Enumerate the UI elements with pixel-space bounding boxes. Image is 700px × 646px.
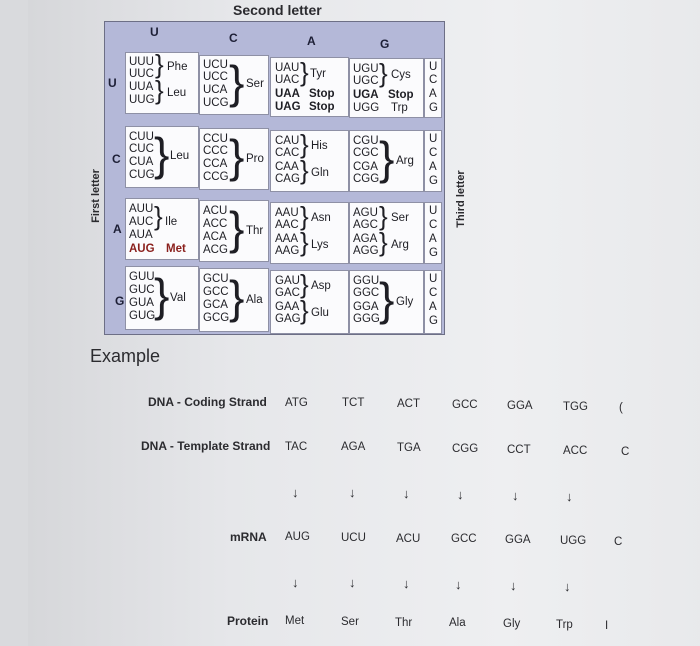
- codon-uac: UAC: [275, 74, 300, 86]
- column-header-u: U: [150, 25, 159, 39]
- codon-gau: GAU: [275, 275, 300, 287]
- codon: UGG: [560, 535, 587, 547]
- codon-cuu: CUU: [129, 131, 154, 143]
- amino-acid: Met: [285, 615, 305, 627]
- cell-gc: [199, 268, 269, 332]
- codon: ACC: [563, 445, 588, 457]
- cell-ag: [349, 202, 424, 264]
- down-arrow-icon: ↓: [403, 486, 410, 501]
- codon-cua: CUA: [129, 156, 154, 168]
- third-letter-cell: [424, 202, 442, 264]
- codon-gag: GAG: [275, 313, 301, 325]
- amino-acid-arg: Arg: [396, 155, 414, 167]
- column-header-c: C: [229, 31, 238, 45]
- codon-agc: AGC: [353, 219, 378, 231]
- brace: }: [300, 129, 309, 159]
- cell-gu: [125, 266, 199, 330]
- down-arrow-icon: ↓: [566, 489, 573, 504]
- column-header-a: A: [307, 34, 316, 48]
- amino-acid: Ala: [449, 617, 466, 629]
- brace: }: [300, 269, 309, 299]
- codon: TGG: [563, 401, 588, 413]
- down-arrow-icon: ↓: [455, 577, 462, 592]
- codon-gaa: GAA: [275, 301, 300, 313]
- codon-ggu: GGU: [353, 275, 380, 287]
- third-letter-c: C: [429, 147, 438, 159]
- cell-cu: [125, 126, 199, 188]
- brace: }: [379, 273, 395, 325]
- codon-cca: CCA: [203, 158, 228, 170]
- codon: AUG: [285, 531, 310, 543]
- codon-aag: AAG: [275, 245, 300, 257]
- codon-cgg: CGG: [353, 173, 380, 185]
- codon-uuc: UUC: [129, 68, 154, 80]
- codon-table: [104, 21, 445, 335]
- codon-aaa: AAA: [275, 233, 299, 245]
- cell-au: [125, 198, 199, 260]
- third-letter-label: Third letter: [455, 170, 467, 228]
- cell-aa: [270, 202, 349, 264]
- cell-cc: [199, 128, 269, 190]
- amino-acid-pro: Pro: [246, 153, 264, 165]
- codon-cga: CGA: [353, 161, 378, 173]
- codon-auu: AUU: [129, 203, 154, 215]
- codon: TAC: [285, 441, 308, 453]
- third-letter-g: G: [429, 175, 438, 187]
- example-heading: Example: [90, 346, 161, 366]
- amino-acid-gly: Gly: [396, 296, 414, 308]
- cell-ac: [199, 200, 269, 262]
- amino-acid-phe: Phe: [167, 61, 188, 73]
- brace: }: [300, 227, 309, 257]
- codon: GGA: [507, 400, 533, 412]
- amino-acid: Gly: [503, 618, 521, 630]
- amino-acid-arg: Arg: [391, 239, 409, 251]
- amino-acid-his: His: [311, 140, 328, 152]
- amino-acid-leu: Leu: [170, 150, 190, 162]
- codon: C: [621, 446, 630, 458]
- amino-acid-met: Met: [166, 243, 186, 255]
- codon-cgu: CGU: [353, 135, 379, 147]
- brace: }: [155, 49, 164, 79]
- codon-uug: UUG: [129, 94, 155, 106]
- third-letter-g: G: [429, 315, 438, 327]
- brace: }: [154, 201, 163, 231]
- codon-ccc: CCC: [203, 145, 228, 157]
- third-letter-cell: [424, 270, 442, 334]
- codon-uag: UAG: [275, 101, 301, 113]
- amino-acid-val: Val: [170, 292, 186, 304]
- third-letter-u: U: [429, 61, 438, 73]
- down-arrow-icon: ↓: [457, 487, 464, 502]
- brace: }: [154, 269, 170, 321]
- brace: }: [229, 130, 245, 182]
- amino-acid-ile: Ile: [165, 216, 178, 228]
- codon: CGG: [452, 443, 479, 455]
- third-letter-a: A: [429, 301, 437, 313]
- brace: }: [379, 58, 388, 88]
- coding-strand-label: DNA - Coding Strand: [148, 395, 267, 409]
- codon-cug: CUG: [129, 169, 155, 181]
- brace: }: [155, 75, 164, 105]
- column-header-g: G: [380, 37, 390, 51]
- cell-gg: [349, 270, 424, 334]
- codon: ACT: [397, 398, 420, 410]
- brace: }: [229, 56, 245, 108]
- codon: UCU: [341, 532, 366, 544]
- codon-cag: CAG: [275, 173, 300, 185]
- third-letter-a: A: [429, 161, 437, 173]
- down-arrow-icon: ↓: [292, 575, 299, 590]
- amino-acid-cys: Cys: [391, 69, 411, 81]
- codon-gga: GGA: [353, 301, 379, 313]
- codon-gca: GCA: [203, 299, 228, 311]
- cell-ug: [349, 58, 424, 118]
- third-letter-u: U: [429, 273, 438, 285]
- second-letter-heading: Second letter: [233, 2, 322, 18]
- codon-acg: ACG: [203, 244, 228, 256]
- amino-acid: Ser: [341, 616, 359, 628]
- stop-label: Stop: [309, 101, 335, 113]
- amino-acid-asp: Asp: [311, 280, 331, 292]
- down-arrow-icon: ↓: [349, 575, 356, 590]
- third-letter-a: A: [429, 88, 437, 100]
- cell-ua: [270, 57, 349, 117]
- codon-ugc: UGC: [353, 75, 379, 87]
- down-arrow-icon: ↓: [292, 485, 299, 500]
- row-header-c: C: [112, 152, 121, 166]
- cell-cg: [349, 130, 424, 192]
- third-letter-u: U: [429, 133, 438, 145]
- down-arrow-icon: ↓: [349, 485, 356, 500]
- brace: }: [300, 57, 309, 87]
- codon-acc: ACC: [203, 218, 228, 230]
- codon: TGA: [397, 442, 421, 454]
- codon: ATG: [285, 397, 308, 409]
- down-arrow-icon: ↓: [564, 579, 571, 594]
- codon-ggg: GGG: [353, 313, 380, 325]
- codon-aug-start: AUG: [129, 243, 155, 255]
- third-letter-cell: [424, 130, 442, 192]
- amino-acid: I: [605, 620, 609, 632]
- codon-uaa: UAA: [275, 88, 300, 100]
- mrna-label: mRNA: [230, 530, 267, 544]
- codon-caa: CAA: [275, 161, 299, 173]
- codon-cuc: CUC: [129, 143, 154, 155]
- amino-acid-trp: Trp: [391, 102, 408, 114]
- amino-acid-leu: Leu: [167, 87, 187, 99]
- codon: GGA: [505, 534, 531, 546]
- codon: ACU: [396, 533, 421, 545]
- third-letter-u: U: [429, 205, 438, 217]
- codon-ucu: UCU: [203, 59, 228, 71]
- codon: (: [619, 402, 623, 414]
- amino-acid: Trp: [556, 619, 573, 631]
- codon-agg: AGG: [353, 245, 379, 257]
- cell-uc: [199, 55, 269, 115]
- amino-acid-gln: Gln: [311, 167, 329, 179]
- codon-auc: AUC: [129, 216, 154, 228]
- codon: TCT: [342, 397, 365, 409]
- codon-aca: ACA: [203, 231, 227, 243]
- row-header-u: U: [108, 76, 117, 90]
- codon-gug: GUG: [129, 310, 156, 322]
- brace: }: [379, 227, 388, 257]
- brace: }: [229, 202, 245, 254]
- amino-acid-ser: Ser: [391, 212, 409, 224]
- codon-ugg: UGG: [353, 102, 380, 114]
- third-letter-c: C: [429, 287, 438, 299]
- codon-ccg: CCG: [203, 171, 229, 183]
- amino-acid-tyr: Tyr: [310, 68, 326, 80]
- codon-aua: AUA: [129, 229, 153, 241]
- codon: AGA: [341, 441, 366, 453]
- codon-uua: UUA: [129, 81, 154, 93]
- brace: }: [379, 132, 395, 184]
- cell-ca: [270, 130, 349, 192]
- stop-label: Stop: [388, 89, 414, 101]
- amino-acid-glu: Glu: [311, 307, 329, 319]
- third-letter-c: C: [429, 74, 438, 86]
- codon-uca: UCA: [203, 84, 228, 96]
- codon-gac: GAC: [275, 287, 300, 299]
- codon-cau: CAU: [275, 135, 300, 147]
- codon-aga: AGA: [353, 233, 378, 245]
- third-letter-g: G: [429, 102, 438, 114]
- cell-ga: [270, 270, 349, 334]
- amino-acid-thr: Thr: [246, 225, 264, 237]
- codon: CCT: [507, 444, 531, 456]
- codon-gcc: GCC: [203, 286, 229, 298]
- down-arrow-icon: ↓: [403, 576, 410, 591]
- amino-acid-ser: Ser: [246, 78, 264, 90]
- amino-acid-asn: Asn: [311, 212, 331, 224]
- cell-uu: [125, 49, 199, 114]
- row-header-a: A: [113, 222, 122, 236]
- codon-guc: GUC: [129, 284, 155, 296]
- codon-cgc: CGC: [353, 147, 379, 159]
- amino-acid-lys: Lys: [311, 239, 329, 251]
- codon-ucg: UCG: [203, 97, 229, 109]
- codon-cac: CAC: [275, 147, 300, 159]
- third-letter-g: G: [429, 247, 438, 259]
- codon-ugu: UGU: [353, 63, 379, 75]
- protein-label: Protein: [227, 614, 269, 628]
- first-letter-label: First letter: [90, 169, 102, 223]
- codon-ucc: UCC: [203, 71, 228, 83]
- third-letter-cell: [424, 58, 442, 118]
- codon-uuu: UUU: [129, 56, 154, 68]
- third-letter-a: A: [429, 233, 437, 245]
- brace: }: [379, 201, 388, 231]
- codon-aau: AAU: [275, 207, 299, 219]
- codon-gua: GUA: [129, 297, 154, 309]
- row-header-g: G: [115, 294, 125, 308]
- codon-agu: AGU: [353, 207, 378, 219]
- brace: }: [229, 271, 245, 323]
- amino-acid-ala: Ala: [246, 294, 263, 306]
- codon: C: [614, 536, 623, 548]
- amino-acid: Thr: [395, 617, 413, 629]
- brace: }: [154, 128, 170, 180]
- template-strand-label: DNA - Template Strand: [141, 439, 271, 453]
- codon-aac: AAC: [275, 219, 299, 231]
- third-letter-c: C: [429, 219, 438, 231]
- down-arrow-icon: ↓: [512, 488, 519, 503]
- codon-guu: GUU: [129, 271, 155, 283]
- codon: GCC: [452, 399, 478, 411]
- stop-label: Stop: [309, 88, 335, 100]
- codon-uau: UAU: [275, 62, 300, 74]
- down-arrow-icon: ↓: [510, 578, 517, 593]
- brace: }: [300, 155, 309, 185]
- codon-acu: ACU: [203, 205, 228, 217]
- brace: }: [300, 201, 309, 231]
- codon-ccu: CCU: [203, 133, 228, 145]
- codon-uga: UGA: [353, 89, 379, 101]
- codon-gcg: GCG: [203, 312, 230, 324]
- codon: GCC: [451, 533, 477, 545]
- brace: }: [300, 295, 309, 325]
- codon-gcu: GCU: [203, 273, 229, 285]
- codon-ggc: GGC: [353, 287, 380, 299]
